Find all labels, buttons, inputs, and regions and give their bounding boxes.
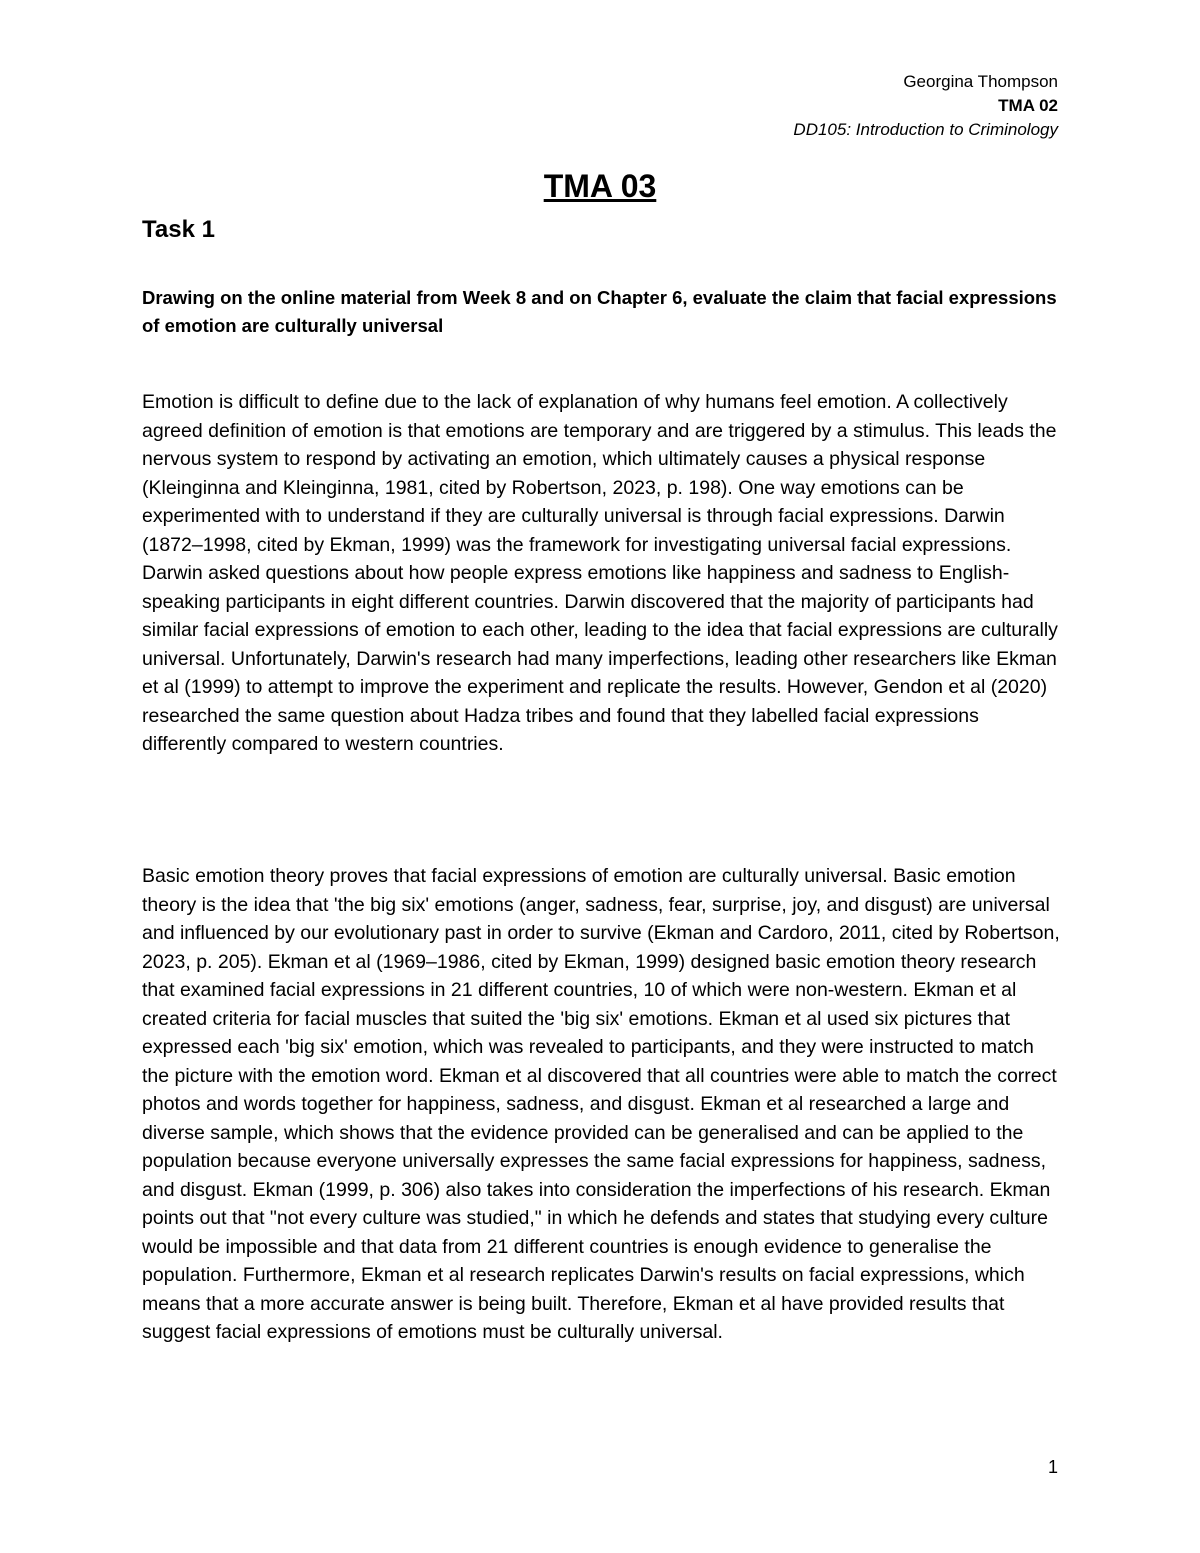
body-paragraph-2: Basic emotion theory proves that facial expressions of emotion are culturally universal. Basic emotion theory is the idea that 'the big six' emotions (anger, sadness, fear, surprise, joy, and disgust) are universal and influenced by our evolutionary past in order to survive (Ekman and Cardoro, 2011, cited by Robertson, 2023, p. 205). Ekman et al (1969–1986, cited by Ekman, 1999) designed basic emotion theory research that examined facial expressions in 21 different countries, 10 of which were non-western. Ekman et al created criteria for facial muscles that suited the 'big six' emotions. Ekman et al used six pictures that expressed each 'big six' emotion, which was revealed to participants, and they were instructed to match the picture with the emotion word. Ekman et al discovered that all countries were able to match the correct photos and words together for happiness, sadness, and disgust. Ekman et al researched a large and diverse sample, which shows that the evidence provided can be generalised and can be applied to the population because everyone universally expresses the same facial expressions for happiness, sadness, and disgust. Ekman (1999, p. 306) also takes into consideration the imperfections of his research. Ekman points out that "not every culture was studied," in which he defends and states that studying every culture would be impossible and that data from 21 different countries is enough evidence to generalise the population. Furthermore, Ekman et al research replicates Darwin's results on facial expressions, which means that a more accurate answer is being built. Therefore, Ekman et al have provided results that suggest facial expressions of emotions must be culturally universal.: [142, 865, 1060, 1343]
task-heading: Task 1: [142, 216, 215, 243]
page-number: 1: [1047, 1457, 1058, 1477]
page-header: [793, 70, 1058, 142]
assignment-label: TMA 02: [998, 96, 1058, 115]
course-title: DD105: Introduction to Criminology: [793, 120, 1058, 139]
body-paragraph-1: Emotion is difficult to define due to the lack of explanation of why humans feel emotion. A collectively agreed definition of emotion is that emotions are temporary and are triggered by a stimulus. This leads the nervous system to respond by activating an emotion, which ultimately causes a physical response (Kleinginna and Kleinginna, 1981, cited by Robertson, 2023, p. 198). One way emotions can be experimented with to understand if they are culturally universal is through facial expressions. Darwin (1872–1998, cited by Ekman, 1999) was the framework for investigating universal facial expressions. Darwin asked questions about how people express emotions like happiness and sadness to English-speaking participants in eight different countries. Darwin discovered that the majority of participants had similar facial expressions of emotion to each other, leading to the idea that facial expressions are culturally universal. Unfortunately, Darwin's research had many imperfections, leading other researchers like Ekman et al (1999) to attempt to improve the experiment and replicate the results. However, Gendon et al (2020) researched the same question about Hadza tribes and found that they labelled facial expressions differently compared to western countries.: [142, 391, 1058, 755]
author-name: Georgina Thompson: [903, 72, 1058, 91]
document-title: TMA 03: [543, 168, 657, 204]
essay-question: Drawing on the online material from Week 8 and on Chapter 6, evaluate the claim that facial expressions of emotion are culturally universal: [142, 287, 1057, 336]
